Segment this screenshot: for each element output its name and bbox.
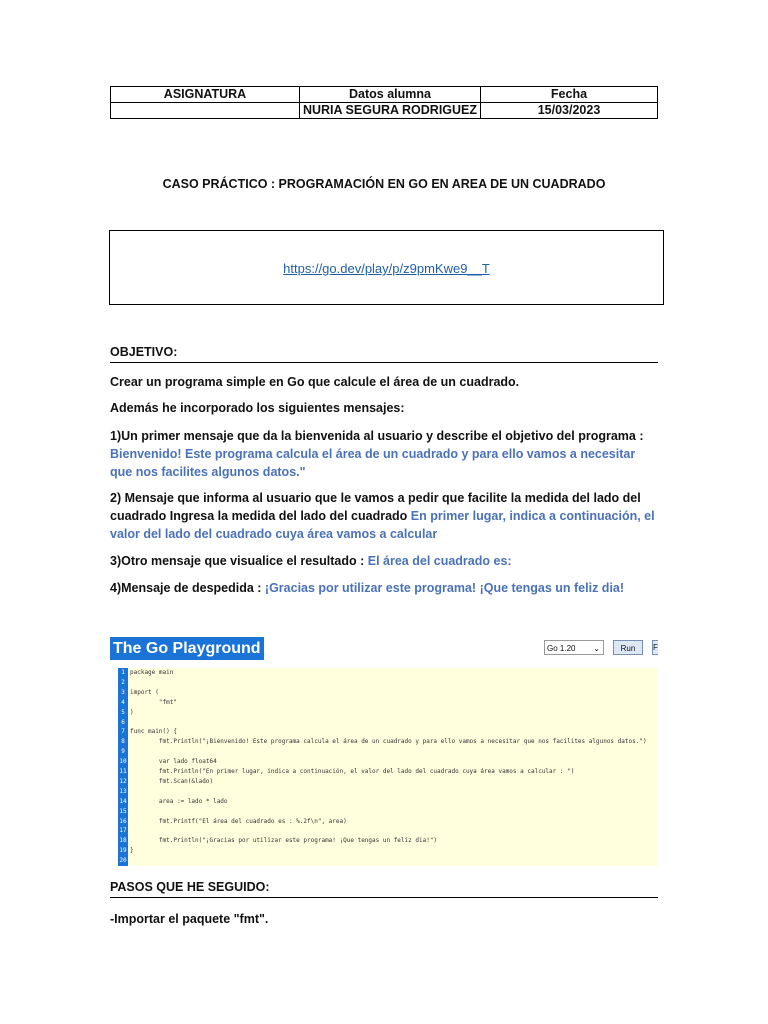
item-1-message: Bienvenido! Este programa calcula el área de un cuadrado y para ello vamos a necesitar que nos facilites algunos datos." — [110, 447, 636, 479]
line-number: 9 — [121, 748, 125, 756]
code-line: fmt.Println("¡Gracias por utilizar este programa! ¡Que tengas un feliz dia!") — [130, 837, 438, 845]
line-number-gutter — [118, 668, 128, 866]
item-3-text: 3)Otro mensaje que visualice el resultado : — [110, 554, 365, 568]
message-item-3 — [110, 552, 655, 570]
message-item-4 — [110, 579, 655, 597]
header-table — [110, 86, 658, 119]
code-line: area := lado * lado — [130, 797, 228, 805]
line-number: 6 — [121, 718, 125, 726]
format-button-partial[interactable] — [652, 640, 658, 655]
objetivo-paragraph-2: Además he incorporado los siguientes mensajes: — [110, 401, 405, 415]
line-number: 4 — [121, 698, 125, 706]
line-number: 3 — [121, 688, 125, 696]
chevron-down-icon: ⌄ — [593, 644, 600, 653]
code-line: import ( — [130, 688, 159, 696]
version-select[interactable] — [544, 640, 604, 655]
line-number: 10 — [119, 758, 127, 766]
line-number: 5 — [121, 708, 125, 716]
header-row — [111, 87, 658, 103]
line-number: 19 — [119, 847, 127, 855]
line-number: 16 — [119, 817, 127, 825]
line-number: 13 — [119, 787, 127, 795]
item-1-text: 1)Un primer mensaje que da la bienvenida al usuario y describe el objetivo del programa : — [110, 429, 644, 443]
line-number: 20 — [119, 857, 127, 865]
cell-asignatura-value — [111, 103, 300, 119]
code-line: package main — [130, 669, 174, 676]
link-box — [109, 230, 664, 305]
playground-link[interactable]: https://go.dev/play/p/z9pmKwe9__T — [283, 261, 490, 276]
line-number: 1 — [121, 669, 125, 676]
message-item-2 — [110, 489, 655, 543]
line-number: 18 — [119, 837, 127, 845]
header-cell-fecha: Fecha — [481, 87, 658, 103]
message-item-1 — [110, 427, 655, 481]
item-4-text: 4)Mensaje de despedida : — [110, 581, 262, 595]
header-cell-asignatura: ASIGNATURA — [111, 87, 300, 103]
format-button-label: F — [653, 643, 658, 652]
line-number: 12 — [119, 777, 127, 785]
line-number: 7 — [121, 728, 125, 736]
pasos-heading: PASOS QUE HE SEGUIDO: — [110, 880, 658, 898]
line-number: 11 — [119, 768, 127, 775]
item-2-message: En primer lugar, indica a continuación, el valor del lado del cuadrado cuya área vamos a calcular — [110, 509, 655, 541]
line-number: 17 — [119, 827, 127, 835]
document-title: CASO PRÁCTICO : PROGRAMACIÓN EN GO EN AREA DE UN CUADRADO — [162, 177, 606, 191]
header-cell-datos: Datos alumna — [300, 87, 481, 103]
code-line: fmt.Scan(&lado) — [130, 777, 214, 785]
item-2-text: 2) Mensaje que informa al usuario que le vamos a pedir que facilite la medida del lado del cuadrado Ingresa la medida del lado del cuadrado — [110, 491, 641, 523]
code-line: } — [130, 847, 134, 855]
data-row — [111, 103, 658, 119]
code-line: var lado float64 — [130, 758, 217, 766]
line-number: 2 — [121, 678, 125, 686]
objetivo-paragraph-1: Crear un programa simple en Go que calcule el área de un cuadrado. — [110, 375, 520, 389]
version-select-value: Go 1.20 — [547, 644, 576, 653]
cell-date: 15/03/2023 — [481, 103, 658, 119]
line-number: 15 — [119, 807, 127, 815]
objetivo-heading: OBJETIVO: — [110, 345, 658, 363]
cell-student-name: NURIA SEGURA RODRIGUEZ — [300, 103, 481, 119]
code-editor[interactable] — [118, 668, 658, 866]
playground-title: The Go Playground — [110, 637, 264, 660]
line-number: 8 — [121, 738, 125, 746]
code-line: fmt.Println("¡Bienvenido! Este programa calcula el área de un cuadrado y para ello vamos a necesitar que nos facilites algunos datos.") — [130, 738, 647, 746]
code-line: fmt.Printf("El área del cuadrado es : %.2f\n", area) — [130, 817, 347, 825]
code-line: fmt.Println("En primer lugar, indica a continuación, el valor del lado del cuadrado cuya área vamos a calcular : ") — [130, 768, 575, 775]
code-line: "fmt" — [130, 698, 177, 706]
item-3-message: El área del cuadrado es: — [367, 554, 512, 568]
run-button[interactable]: Run — [613, 640, 643, 655]
item-4-message: ¡Gracias por utilizar este programa! ¡Que tengas un feliz dia! — [264, 581, 625, 595]
pasos-step-1: -Importar el paquete "fmt". — [110, 912, 269, 926]
line-number: 14 — [119, 797, 127, 805]
code-line: ) — [130, 708, 134, 716]
code-line: func main() { — [130, 728, 177, 736]
